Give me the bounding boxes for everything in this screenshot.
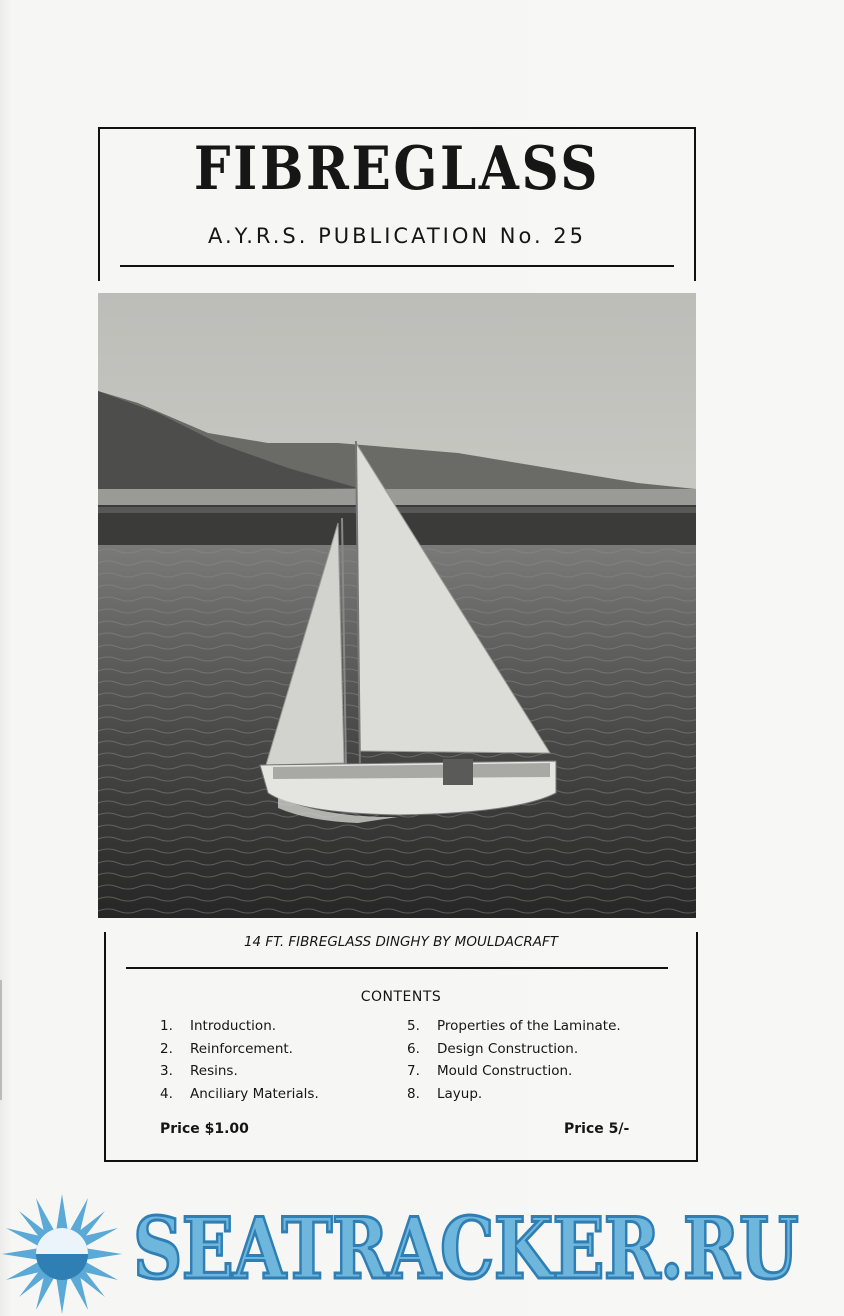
price-shillings: Price 5/- — [564, 1121, 630, 1137]
caption-divider — [126, 967, 668, 969]
contents-heading: CONTENTS — [360, 989, 442, 1005]
contents-item: 7. Mould Construction. — [407, 1063, 573, 1079]
sun-icon — [0, 1192, 124, 1316]
contents-item: 1. Introduction. — [160, 1018, 277, 1034]
staple-edge — [0, 980, 12, 1100]
contents-item: 6. Design Construction. — [407, 1040, 579, 1057]
sailboat-image — [98, 293, 696, 918]
publication-title: FIBREGLASS — [193, 134, 601, 204]
contents-item: 2. Reinforcement. — [160, 1040, 293, 1057]
watermark-text: SEATRACKER.RU — [133, 1199, 798, 1298]
contents-list-right — [407, 1018, 621, 1108]
publication-subtitle: A.Y.R.S. PUBLICATION No. 25 — [207, 224, 587, 248]
contents-item: 4. Anciliary Materials. — [160, 1085, 319, 1102]
contents-item: 3. Resins. — [160, 1063, 238, 1079]
title-frame — [98, 127, 696, 281]
price-dollars: Price $1.00 — [160, 1121, 249, 1137]
photo-caption: 14 FT. FIBREGLASS DINGHY BY MOULDACRAFT — [243, 934, 559, 950]
contents-list-left — [160, 1018, 319, 1108]
contents-item: 8. Layup. — [407, 1085, 483, 1102]
dinghy-photo — [98, 293, 696, 918]
contents-frame — [104, 932, 698, 1162]
title-divider — [120, 265, 674, 267]
contents-item: 5. Properties of the Laminate. — [407, 1018, 621, 1034]
